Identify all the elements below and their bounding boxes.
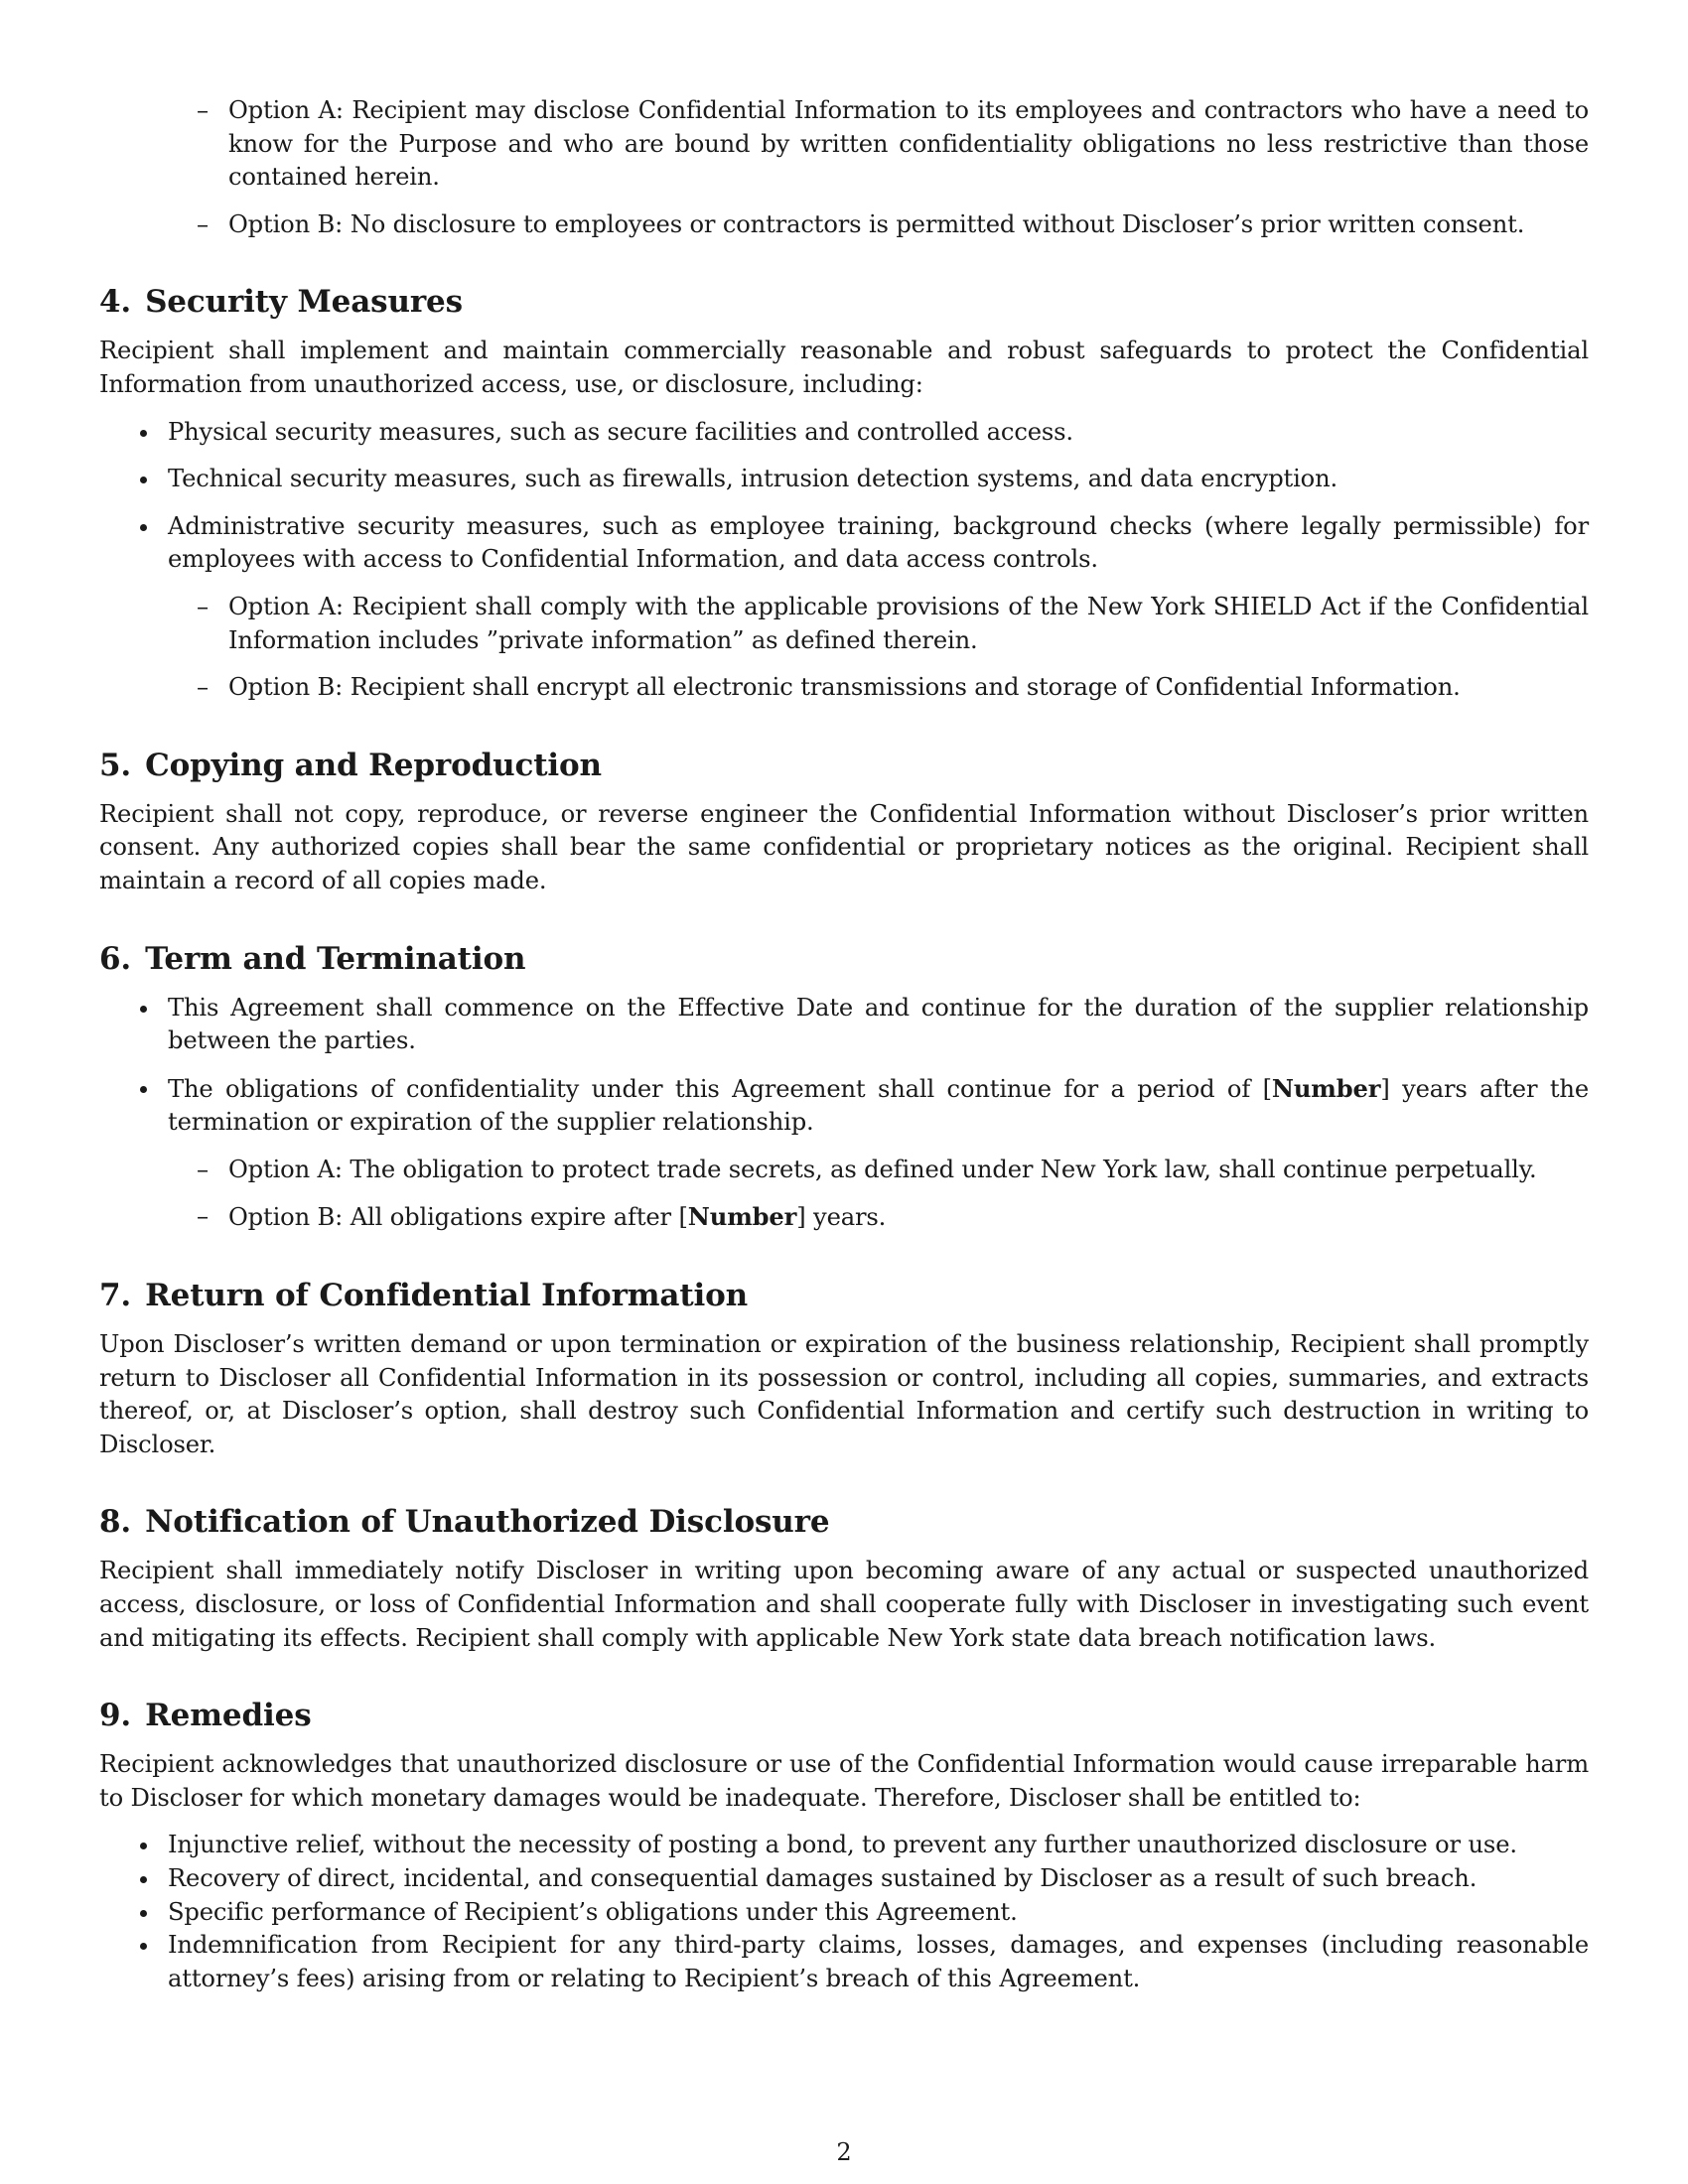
bullet-marker xyxy=(140,1006,147,1013)
bullet-list xyxy=(99,1829,1589,1995)
list-item: Specific performance of Recipient’s obligations under this Agreement. xyxy=(99,1896,1589,1930)
bullet-list xyxy=(99,992,1589,1236)
dash-marker: – xyxy=(197,96,209,124)
bullet-marker xyxy=(140,1910,147,1917)
list-item: – Option A: Recipient may disclose Confidential Information to its employees and contractors who have a need to know for the Purpose and who are bound by written confidentiality obligations no less restrictive than those contained herein. xyxy=(197,96,1589,192)
section-paragraph: Recipient acknowledges that unauthorized disclosure or use of the Confidential Information would cause irreparable harm to Discloser for which monetary damages would be inadequate. Therefore, Discloser shall be entitled to: xyxy=(99,1750,1589,1812)
list-item: – Option B: All obligations expire after [Number] years. xyxy=(99,1200,1589,1235)
section-paragraph: Recipient shall implement and maintain commercially reasonable and robust safeguards to protect the Confidential Information from unauthorized access, use, or disclosure, including: xyxy=(99,337,1589,398)
bullet-marker xyxy=(140,524,147,531)
list-item: Physical security measures, such as secure facilities and controlled access. xyxy=(99,416,1589,450)
bullet-marker xyxy=(140,1843,147,1849)
section-heading-security-measures: 4. Security Measures xyxy=(99,284,463,321)
list-item: – Option B: No disclosure to employees or contractors is permitted without Discloser’s prior written consent. xyxy=(99,208,1589,242)
page-number: 2 xyxy=(836,2138,852,2166)
list-item: – Option A: The obligation to protect trade secrets, as defined under New York law, shall continue perpetually. xyxy=(99,1154,1589,1187)
bullet-marker xyxy=(140,1876,147,1883)
bullet-list xyxy=(99,416,1589,705)
section-paragraph: Recipient shall not copy, reproduce, or reverse engineer the Confidential Information without Discloser’s prior written consent. Any authorized copies shall bear the same confidential or proprietary notices as the original. Recipient shall maintain a record of all copies made. xyxy=(99,799,1589,894)
section-heading-return: 7. Return of Confidential Information xyxy=(99,1278,749,1314)
bullet-marker xyxy=(140,1943,147,1950)
dash-marker: – xyxy=(197,1155,209,1183)
section-paragraph: Upon Discloser’s written demand or upon termination or expiration of the business relationship, Recipient shall promptly return to Discloser all Confidential Information in its possession or control, including all copies, summaries, and extracts thereof, or, at Discloser’s option, shall destroy such Confidential Information and certify such destruction in writing to Discloser. xyxy=(99,1330,1589,1458)
document-page xyxy=(99,94,1589,1995)
list-item: – Option A: Recipient shall comply with the applicable provisions of the New York SHIELD Act if the Confidential Information includes ”private information” as defined therein. xyxy=(197,592,1589,654)
list-item: – Option B: Recipient shall encrypt all electronic transmissions and storage of Confidential Information. xyxy=(99,671,1589,705)
list-item: Injunctive relief, without the necessity of posting a bond, to prevent any further unauthorized disclosure or use. xyxy=(99,1829,1589,1862)
dash-marker: – xyxy=(197,673,209,702)
disclosure-options-list xyxy=(99,94,1589,241)
bullet-marker xyxy=(140,430,147,437)
bullet-marker xyxy=(140,477,147,483)
section-heading-notification: 8. Notification of Unauthorized Disclosure xyxy=(99,1504,830,1541)
dash-marker: – xyxy=(197,209,209,238)
list-item: Administrative security measures, such as employee training, background checks (where legally permissible) for employees with access to Confidential Information, and data access controls. – Option A: Recipient shall comply with the applicable provisions of the New York SHIELD Act if the Confidential Information includes ”private information” as defined therein. – Option B: Recipient shall encrypt all electronic transmissions and storage of Confidential Information. xyxy=(99,510,1589,705)
list-item: Indemnification from Recipient for any third-party claims, losses, damages, and expenses (including reasonable attorney’s fees) arising from or relating to Recipient’s breach of this Agreement. xyxy=(99,1929,1589,1995)
section-paragraph: Recipient shall immediately notify Discloser in writing upon becoming aware of any actual or suspected unauthorized access, disclosure, or loss of Confidential Information and shall cooperate fully with Discloser in investigating such event and mitigating its effects. Recipient shall comply with applicable New York state data breach notification laws. xyxy=(99,1557,1589,1652)
section-heading-copying: 5. Copying and Reproduction xyxy=(99,747,602,783)
list-item: The obligations of confidentiality under this Agreement shall continue for a period of [Number] years after the termination or expiration of the supplier relationship. – Option A: The obligation to protect trade secrets, as defined under New York law, shall continue perpetually. – Option B: All obligations expire after [Number] years. xyxy=(99,1072,1589,1235)
dash-marker: – xyxy=(197,1202,209,1231)
dash-marker: – xyxy=(197,592,209,620)
list-item: Technical security measures, such as firewalls, intrusion detection systems, and data encryption. xyxy=(99,463,1589,496)
sub-option-list xyxy=(99,1154,1589,1235)
list-item: This Agreement shall commence on the Effective Date and continue for the duration of the supplier relationship between the parties. xyxy=(99,992,1589,1058)
section-heading-term: 6. Term and Termination xyxy=(99,940,526,977)
list-item: Recovery of direct, incidental, and consequential damages sustained by Discloser as a result of such breach. xyxy=(99,1862,1589,1896)
bullet-marker xyxy=(140,1086,147,1093)
section-heading-remedies: 9. Remedies xyxy=(99,1698,312,1734)
sub-option-list xyxy=(99,591,1589,705)
